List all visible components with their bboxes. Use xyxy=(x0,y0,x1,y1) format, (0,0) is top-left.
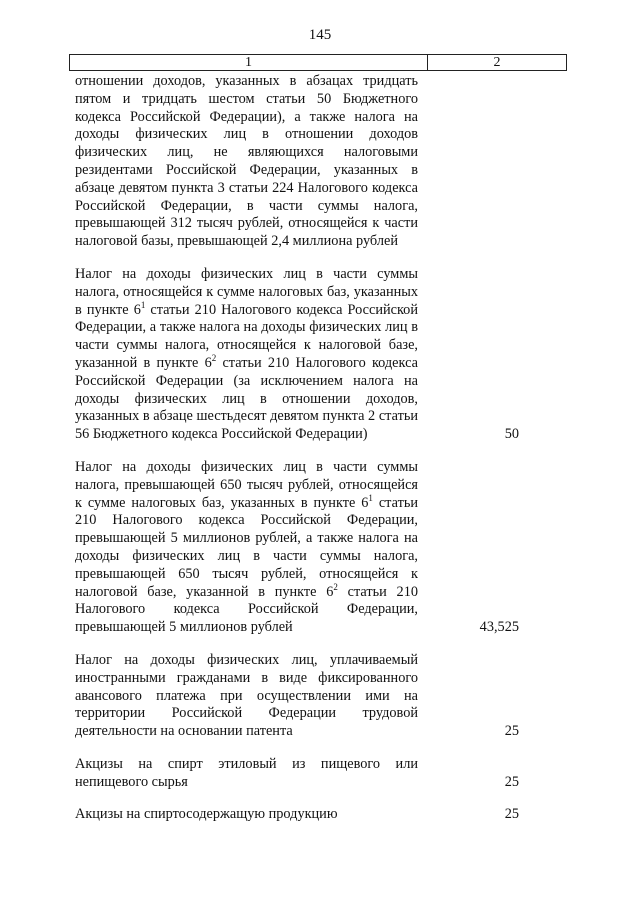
table-header xyxy=(69,54,567,71)
table-body xyxy=(75,73,545,839)
row-value: 25 xyxy=(504,723,519,740)
row-description: отношении доходов, указанных в абзацах тридцать пятом и тридцать шестом статьи 50 Бюджетного кодекса Российской Федерации), а также налога на доходы физических лиц в отношении доходов физических лиц, не являющихся налоговыми резидентами Российской Федерации, указанных в абзаце девятом пункта 3 статьи 224 Налогового кодекса Российской Федерации, в части суммы налога, превышающей 312 тысяч рублей, относящейся к части налоговой базы, превышающей 2,4 миллиона рублей xyxy=(75,73,418,250)
row-description: Акцизы на спиртосодержащую продукцию xyxy=(75,806,338,823)
row-description: Налог на доходы физических лиц, уплачиваемый иностранными гражданами в виде фиксированного авансового платежа при осуществлении ими на территории Российской Федерации трудовой деятельности на основании патента xyxy=(75,651,418,740)
text-part: статьи 210 Налогового кодекса Российской Федерации, а также налога на доходы физических лиц в части суммы налога, относящейся к налоговой базе, указанной в пункте 6 xyxy=(75,301,418,371)
text-part: Налог на доходы физических лиц в части суммы налога, относящейся к сумме налоговых баз, указанных в пункте 6 xyxy=(75,265,418,318)
table-row xyxy=(75,459,545,637)
text-part: статьи 210 Налогового кодекса Российской Федерации, превышающей 5 миллионов рублей xyxy=(75,583,418,636)
page-number: 145 xyxy=(308,27,332,43)
row-value: 25 xyxy=(504,806,519,823)
row-value: 43,525 xyxy=(479,619,519,636)
row-value: 25 xyxy=(504,773,519,790)
superscript: 1 xyxy=(368,492,373,503)
column-header-2: 2 xyxy=(493,55,501,70)
table-row xyxy=(75,266,545,444)
table-row xyxy=(75,756,545,792)
superscript: 1 xyxy=(140,299,146,310)
column-header-1: 1 xyxy=(70,55,428,70)
superscript: 2 xyxy=(211,353,217,364)
table-row xyxy=(75,73,545,251)
text-part: Налог на доходы физических лиц в части суммы налога, превышающей 650 тысяч рублей, относящейся к сумме налоговых баз, указанных в пункте 6 xyxy=(75,458,418,511)
table-row xyxy=(75,806,545,824)
row-description xyxy=(75,459,418,637)
superscript: 2 xyxy=(333,581,338,592)
text-part: статьи 210 Налогового кодекса Российской Федерации, превышающей 5 миллионов рублей, а также налога на доходы физических лиц в части суммы налога, превышающей 650 тысяч рублей, относящейся к налоговой базе, указанной в пункте 6 xyxy=(75,494,418,600)
row-description: Акцизы на спирт этиловый из пищевого или непищевого сырья xyxy=(75,755,418,790)
text-part: статьи 210 Налогового кодекса Российской Федерации (за исключением налога на доходы физических лиц в отношении доходов, указанных в абзаце шестьдесят девятом пункта 2 статьи 56 Бюджетного кодекса Российской Федерации) xyxy=(75,354,418,443)
table-row xyxy=(75,652,545,741)
row-description xyxy=(75,266,418,444)
row-value: 50 xyxy=(504,426,519,443)
